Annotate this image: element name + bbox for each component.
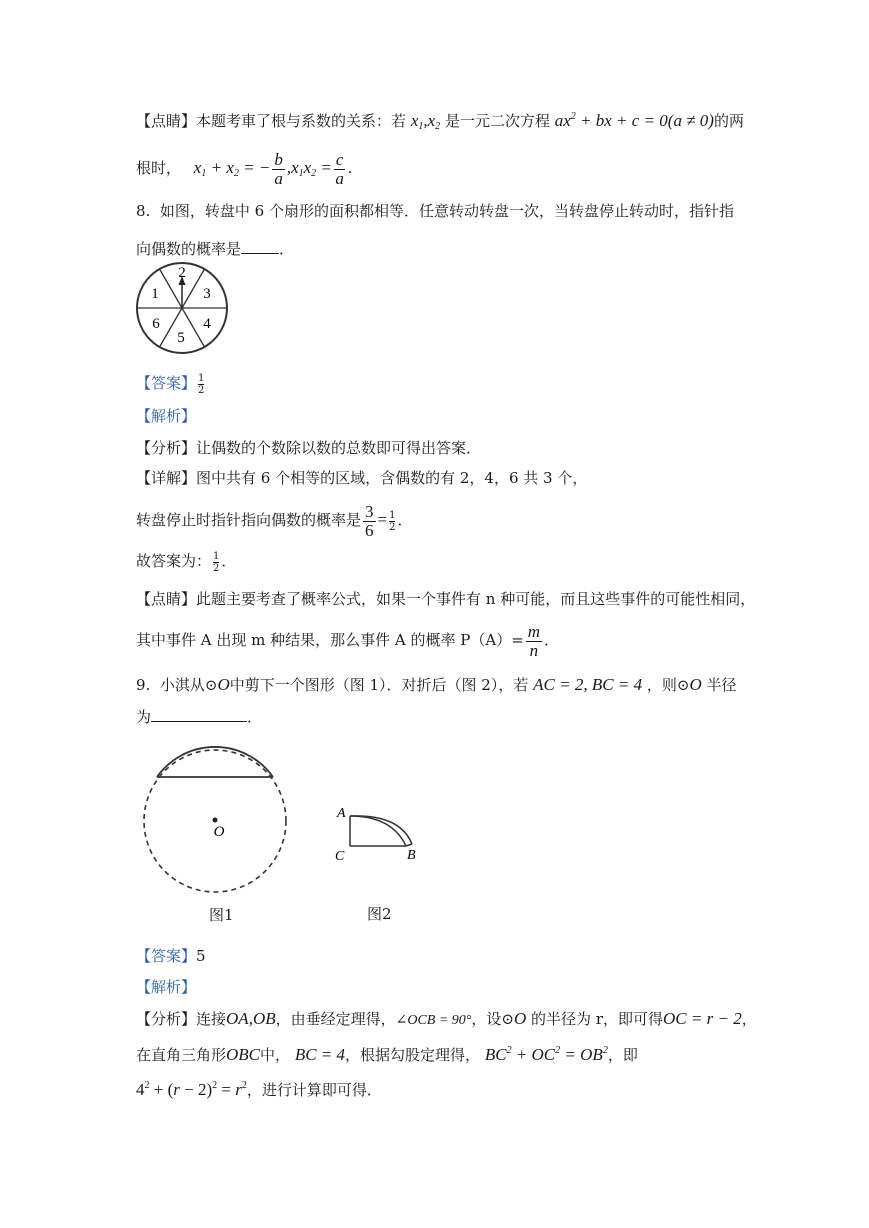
fig2-label-c: C	[335, 849, 345, 864]
q9-text-a: 小淇从⊙	[159, 676, 218, 694]
figure-2	[330, 800, 430, 870]
q9-fenxi-e: ，	[741, 1010, 757, 1028]
dianjing-line1: 此题主要考查了概率公式，如果一个事件有 n 种可能，而且这些事件的可能性相同，	[196, 590, 756, 608]
q8-fenxi-line	[136, 437, 481, 459]
roots-vars: $x_1,x_2$	[410, 111, 441, 132]
prob-text: 转盘停止时指针指向偶数的概率是	[136, 511, 362, 529]
q9-segments: OA,OB	[226, 1009, 276, 1028]
q8-prob-line: 转盘停止时指针指向偶数的概率是 $\frac{3}{6}$ = $\frac{1}{2}$ ．	[136, 501, 413, 540]
q9-fenxi-tag: 【分析】	[136, 1010, 197, 1028]
q9-bc: BC = 4	[294, 1045, 346, 1064]
q9-fenxi-line1: 【分析】连接OA,OB，由垂经定理得，∠OCB = 90°，设⊙O 的半径为 r，即可得OC = r − 2，	[136, 1009, 757, 1028]
q8-answer-blank	[241, 239, 279, 254]
q9-angle: ∠OCB = 90°	[395, 1013, 472, 1028]
q9-number: 9.	[136, 676, 151, 694]
q9-pythagoras: $BC^2 + OC^2 = OB^2$	[484, 1045, 608, 1064]
frac-c-a: $\frac{c}{a}$	[335, 149, 344, 188]
spinner-figure	[134, 260, 230, 356]
note1-line1	[136, 106, 744, 138]
q9-text-c: ，则⊙	[646, 676, 690, 694]
q9-line2-b: 中，	[260, 1046, 291, 1064]
note1-text-c: 的两	[713, 112, 744, 130]
q9-end: ．	[247, 708, 263, 726]
note1-text-b: 是一元二次方程	[444, 112, 550, 130]
quadratic-equation: $ax^2$ + bx + c = 0(a ≠ 0)	[554, 111, 714, 130]
xiangjie-tag: 【详解】	[136, 469, 197, 487]
dianjing-tag: 【点睛】	[136, 112, 197, 130]
frac-3-6: $\frac{3}{6}$	[365, 501, 374, 540]
fenxi-text: 让偶数的个数除以数的总数即可得出答案．	[196, 439, 482, 457]
q9-text-d: 半径	[706, 676, 737, 694]
conclusion-text: 故答案为：	[136, 552, 212, 570]
q9-answer: 5	[196, 947, 206, 965]
q9-text-b: 中剪下一个图形（图 1）．对折后（图 2），若	[229, 676, 529, 694]
fenxi-tag: 【分析】	[136, 439, 197, 457]
frac-m-n: $\frac{m}{n}$	[527, 621, 541, 660]
note1-text-a: 本题考車了根与系数的关系：若	[196, 112, 407, 130]
q9-fenxi-line3	[136, 1075, 382, 1101]
fig2-label-a: A	[337, 806, 346, 821]
q9-equation: $4^2 + (r - 2)^2 = r^2$	[136, 1080, 247, 1099]
answer-fraction: $\frac{1}{2}$	[198, 372, 205, 396]
q9-line2-c: ，根据勾股定理得，	[345, 1046, 481, 1064]
q9-analysis-tag: 【解析】	[136, 978, 197, 996]
q8-answer-line	[136, 372, 206, 396]
q8-analysis-line	[136, 405, 196, 427]
q9-fenxi-line2	[136, 1040, 638, 1066]
spinner-label-2: 2	[178, 265, 186, 281]
q9-line1: 9. 小淇从⊙O中剪下一个图形（图 1）．对折后（图 2），若 AC = 2, BC = 4 ，则⊙O 半径	[136, 675, 737, 694]
fig1-center-label: O	[213, 824, 225, 840]
spinner-label-5: 5	[177, 330, 185, 346]
note1-text-d: 根时，	[136, 159, 182, 177]
q8-line1	[136, 200, 734, 222]
answer-tag: 【答案】	[136, 374, 197, 392]
fig1-caption: 图1	[209, 906, 234, 924]
q8-text-line1: 如图，转盘中 6 个扇形的面积都相等．任意转动转盘一次，当转盘停止转动时，指针指	[159, 202, 734, 220]
q9-fenxi-b: ，由垂经定理得，	[275, 1010, 396, 1028]
spinner-label-3: 3	[203, 286, 211, 302]
fig2-caption: 图2	[367, 905, 392, 923]
q9-fenxi-d: 的半径为 r，即可得	[531, 1010, 663, 1028]
spinner-label-4: 4	[203, 316, 211, 332]
xiangjie-text: 图中共有 6 个相等的区域，含偶数的有 2，4，6 共 3 个，	[196, 469, 588, 487]
q9-fenxi-c: ，设⊙	[471, 1010, 514, 1028]
q9-line3-text: ，进行计算即可得．	[246, 1081, 382, 1099]
q8-conclusion-line: 故答案为： $\frac{1}{2}$ ．	[136, 550, 237, 574]
q8-xiangjie-line	[136, 467, 587, 489]
dianjing-line2: 其中事件 A 出现 m 种结果，那么事件 A 的概率 P（A）=	[136, 631, 524, 649]
spinner-label-1: 1	[151, 286, 159, 302]
q9-text-line2: 为	[136, 708, 152, 726]
q9-oc: OC = r − 2	[663, 1009, 742, 1028]
q9-line2	[136, 706, 262, 728]
dianjing-tag-2: 【点睛】	[136, 590, 197, 608]
conclusion-fraction: $\frac{1}{2}$	[213, 550, 220, 574]
q8-line2	[136, 238, 294, 260]
q9-obc: OBC	[226, 1045, 261, 1064]
frac-1-2: $\frac{1}{2}$	[389, 509, 396, 533]
q8-number: 8.	[136, 202, 151, 220]
spinner-label-6: 6	[152, 316, 160, 332]
q8-end: ．	[279, 240, 295, 258]
q9-answer-blank	[151, 707, 247, 722]
q9-fenxi-a: 连接	[196, 1010, 227, 1028]
q9-line2-a: 在直角三角形	[136, 1046, 227, 1064]
q9-analysis-line	[136, 976, 196, 998]
q9-condition: AC = 2, BC = 4	[533, 675, 643, 694]
q9-o: O	[217, 675, 230, 694]
figure-1	[138, 738, 296, 898]
vieta-formula: $x_1 + x_2$ = −	[193, 158, 271, 179]
fig2-label-b: B	[407, 848, 416, 863]
q8-dianjing-line2: 其中事件 A 出现 m 种结果，那么事件 A 的概率 P（A）= $\frac{m}{n}$ ．	[136, 621, 560, 660]
analysis-tag: 【解析】	[136, 407, 197, 425]
q9-line2-d: ，即	[607, 1046, 638, 1064]
frac-b-a: $\frac{b}{a}$	[274, 149, 283, 188]
note1-end: .	[347, 159, 353, 177]
q9-answer-line	[136, 945, 206, 967]
q9-answer-tag: 【答案】	[136, 947, 197, 965]
q8-text-line2: 向偶数的概率是	[136, 240, 242, 258]
note1-line2: 根时， $x_1 + x_2$ = − $\frac{b}{a}$ $,x_1x_2$ = $\frac{c}{a}$ .	[136, 149, 353, 188]
q8-dianjing-line1	[136, 588, 755, 610]
